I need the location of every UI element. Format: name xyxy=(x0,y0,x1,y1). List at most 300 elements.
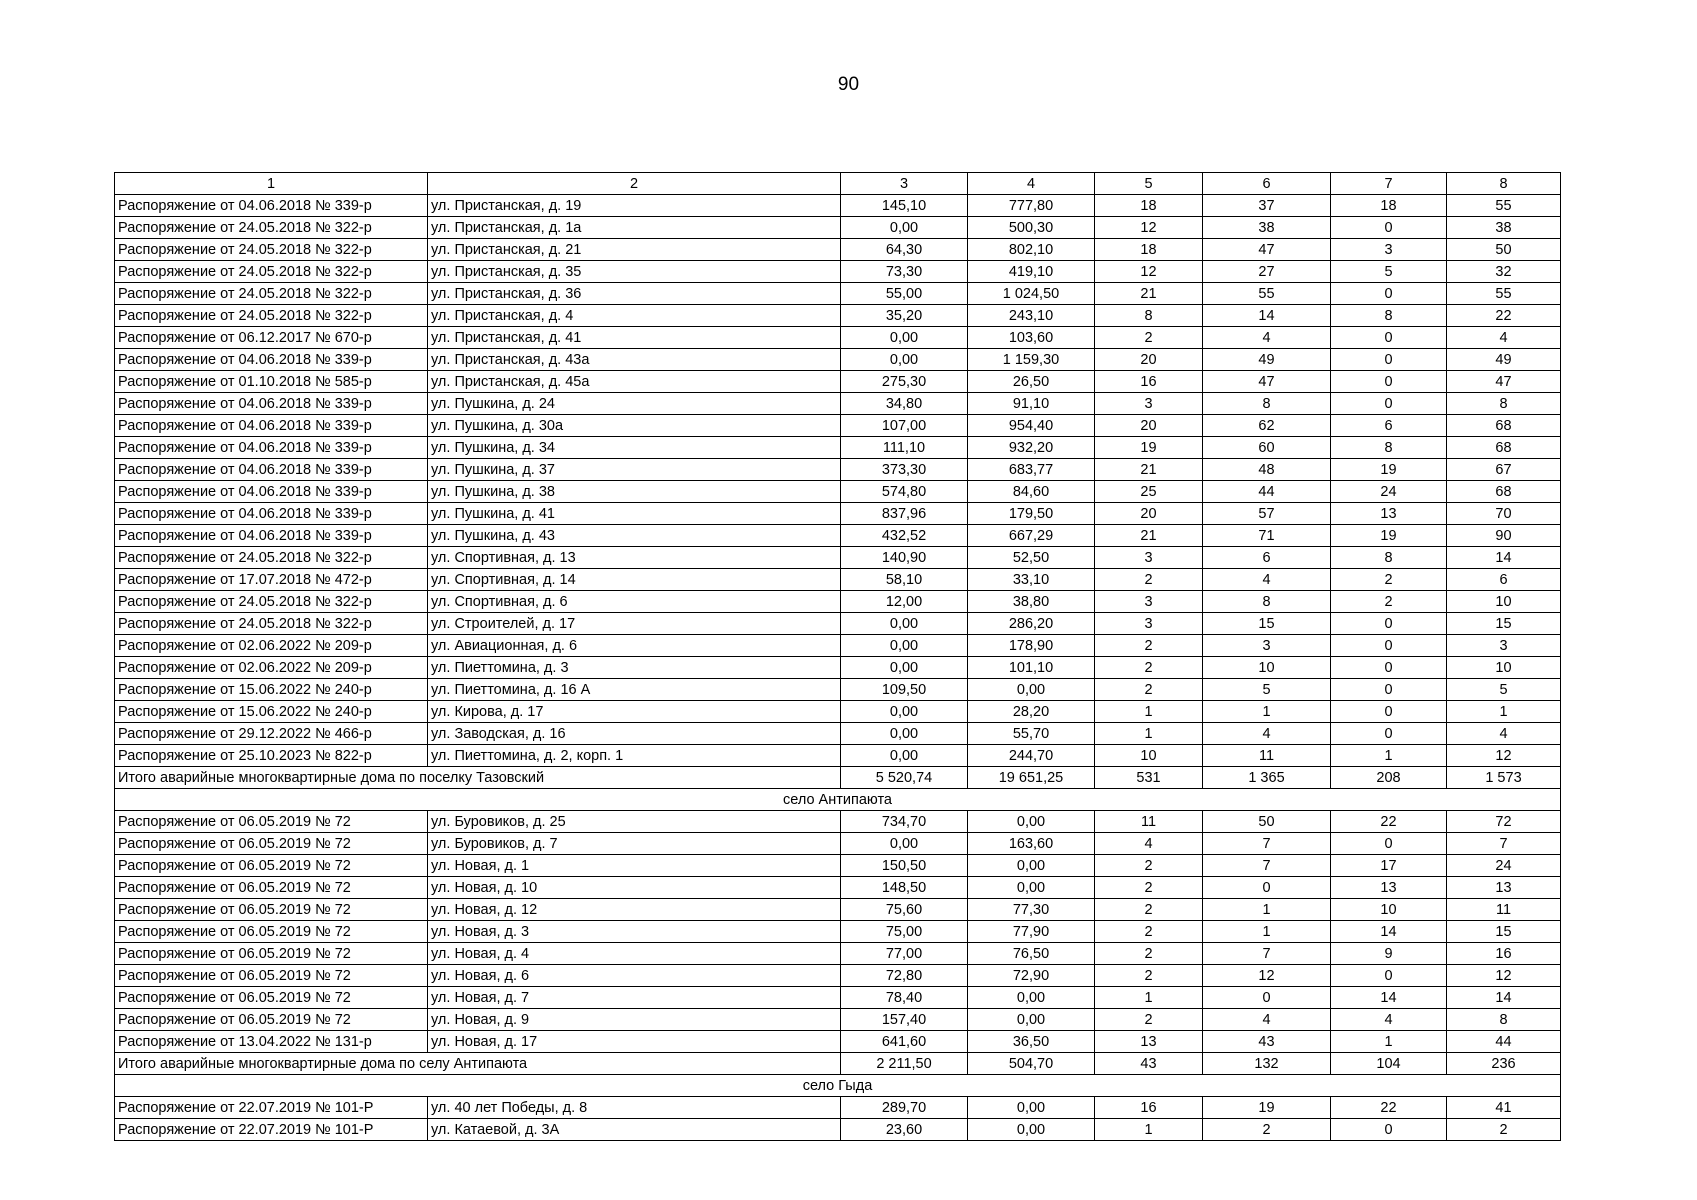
table-row xyxy=(115,1031,1561,1053)
value-cell: 0,00 xyxy=(841,723,968,745)
value-cell: 163,60 xyxy=(968,833,1095,855)
column-header: 3 xyxy=(841,173,968,195)
value-cell: 0,00 xyxy=(968,1009,1095,1031)
address-cell: ул. Новая, д. 7 xyxy=(428,987,841,1009)
address-cell: ул. Пристанская, д. 1а xyxy=(428,217,841,239)
order-cell: Распоряжение от 24.05.2018 № 322-р xyxy=(115,283,428,305)
total-value-cell: 236 xyxy=(1447,1053,1561,1075)
value-cell: 2 xyxy=(1095,877,1203,899)
address-cell: ул. Новая, д. 4 xyxy=(428,943,841,965)
total-value-cell: 2 211,50 xyxy=(841,1053,968,1075)
value-cell: 14 xyxy=(1331,987,1447,1009)
value-cell: 3 xyxy=(1203,635,1331,657)
address-cell: ул. Пушкина, д. 41 xyxy=(428,503,841,525)
table-row xyxy=(115,613,1561,635)
value-cell: 2 xyxy=(1331,569,1447,591)
value-cell: 2 xyxy=(1095,679,1203,701)
value-cell: 1 xyxy=(1095,987,1203,1009)
table-row xyxy=(115,525,1561,547)
value-cell: 77,30 xyxy=(968,899,1095,921)
value-cell: 68 xyxy=(1447,481,1561,503)
value-cell: 4 xyxy=(1447,327,1561,349)
value-cell: 2 xyxy=(1095,569,1203,591)
value-cell: 55,00 xyxy=(841,283,968,305)
address-cell: ул. Кирова, д. 17 xyxy=(428,701,841,723)
value-cell: 12 xyxy=(1447,965,1561,987)
order-cell: Распоряжение от 04.06.2018 № 339-р xyxy=(115,349,428,371)
value-cell: 243,10 xyxy=(968,305,1095,327)
housing-table xyxy=(114,172,1561,1141)
table-row xyxy=(115,305,1561,327)
total-value-cell: 504,70 xyxy=(968,1053,1095,1075)
address-cell: ул. Пристанская, д. 36 xyxy=(428,283,841,305)
value-cell: 2 xyxy=(1095,1009,1203,1031)
address-cell: ул. Спортивная, д. 13 xyxy=(428,547,841,569)
value-cell: 41 xyxy=(1447,1097,1561,1119)
value-cell: 109,50 xyxy=(841,679,968,701)
address-cell: ул. Пиеттомина, д. 16 А xyxy=(428,679,841,701)
value-cell: 157,40 xyxy=(841,1009,968,1031)
value-cell: 5 xyxy=(1447,679,1561,701)
value-cell: 6 xyxy=(1203,547,1331,569)
total-value-cell: 1 573 xyxy=(1447,767,1561,789)
value-cell: 43 xyxy=(1203,1031,1331,1053)
value-cell: 77,00 xyxy=(841,943,968,965)
value-cell: 0 xyxy=(1331,635,1447,657)
value-cell: 0 xyxy=(1331,283,1447,305)
value-cell: 75,00 xyxy=(841,921,968,943)
table-row xyxy=(115,811,1561,833)
value-cell: 0 xyxy=(1331,613,1447,635)
value-cell: 19 xyxy=(1331,459,1447,481)
value-cell: 49 xyxy=(1203,349,1331,371)
value-cell: 10 xyxy=(1095,745,1203,767)
address-cell: ул. Пушкина, д. 37 xyxy=(428,459,841,481)
table-row xyxy=(115,415,1561,437)
table-row xyxy=(115,503,1561,525)
value-cell: 0 xyxy=(1331,679,1447,701)
section-row xyxy=(115,1075,1561,1097)
address-cell: ул. Пиеттомина, д. 2, корп. 1 xyxy=(428,745,841,767)
value-cell: 2 xyxy=(1095,635,1203,657)
value-cell: 16 xyxy=(1447,943,1561,965)
total-value-cell: 104 xyxy=(1331,1053,1447,1075)
value-cell: 107,00 xyxy=(841,415,968,437)
total-value-cell: 19 651,25 xyxy=(968,767,1095,789)
value-cell: 14 xyxy=(1447,547,1561,569)
order-cell: Распоряжение от 06.05.2019 № 72 xyxy=(115,855,428,877)
value-cell: 12 xyxy=(1095,217,1203,239)
value-cell: 13 xyxy=(1331,877,1447,899)
address-cell: ул. 40 лет Победы, д. 8 xyxy=(428,1097,841,1119)
value-cell: 32 xyxy=(1447,261,1561,283)
address-cell: ул. Новая, д. 17 xyxy=(428,1031,841,1053)
value-cell: 47 xyxy=(1203,239,1331,261)
value-cell: 27 xyxy=(1203,261,1331,283)
value-cell: 7 xyxy=(1447,833,1561,855)
order-cell: Распоряжение от 06.05.2019 № 72 xyxy=(115,877,428,899)
order-cell: Распоряжение от 24.05.2018 № 322-р xyxy=(115,613,428,635)
section-row xyxy=(115,789,1561,811)
value-cell: 0 xyxy=(1331,701,1447,723)
order-cell: Распоряжение от 06.05.2019 № 72 xyxy=(115,899,428,921)
value-cell: 15 xyxy=(1203,613,1331,635)
value-cell: 68 xyxy=(1447,437,1561,459)
value-cell: 150,50 xyxy=(841,855,968,877)
value-cell: 91,10 xyxy=(968,393,1095,415)
order-cell: Распоряжение от 04.06.2018 № 339-р xyxy=(115,503,428,525)
value-cell: 38 xyxy=(1203,217,1331,239)
value-cell: 22 xyxy=(1331,1097,1447,1119)
column-header: 5 xyxy=(1095,173,1203,195)
value-cell: 1 024,50 xyxy=(968,283,1095,305)
value-cell: 37 xyxy=(1203,195,1331,217)
value-cell: 8 xyxy=(1095,305,1203,327)
value-cell: 179,50 xyxy=(968,503,1095,525)
table-row xyxy=(115,217,1561,239)
value-cell: 0 xyxy=(1331,327,1447,349)
value-cell: 837,96 xyxy=(841,503,968,525)
table-row xyxy=(115,283,1561,305)
order-cell: Распоряжение от 29.12.2022 № 466-р xyxy=(115,723,428,745)
value-cell: 2 xyxy=(1095,965,1203,987)
address-cell: ул. Пристанская, д. 41 xyxy=(428,327,841,349)
value-cell: 373,30 xyxy=(841,459,968,481)
column-header: 1 xyxy=(115,173,428,195)
address-cell: ул. Буровиков, д. 7 xyxy=(428,833,841,855)
value-cell: 4 xyxy=(1447,723,1561,745)
value-cell: 14 xyxy=(1447,987,1561,1009)
value-cell: 10 xyxy=(1203,657,1331,679)
value-cell: 52,50 xyxy=(968,547,1095,569)
value-cell: 0,00 xyxy=(968,1097,1095,1119)
value-cell: 2 xyxy=(1331,591,1447,613)
value-cell: 500,30 xyxy=(968,217,1095,239)
table-row xyxy=(115,833,1561,855)
table-row xyxy=(115,1097,1561,1119)
address-cell: ул. Авиационная, д. 6 xyxy=(428,635,841,657)
value-cell: 0,00 xyxy=(841,657,968,679)
table-row xyxy=(115,723,1561,745)
value-cell: 19 xyxy=(1095,437,1203,459)
value-cell: 49 xyxy=(1447,349,1561,371)
total-label: Итого аварийные многоквартирные дома по селу Антипаюта xyxy=(115,1053,841,1075)
value-cell: 6 xyxy=(1447,569,1561,591)
address-cell: ул. Новая, д. 10 xyxy=(428,877,841,899)
column-header: 2 xyxy=(428,173,841,195)
value-cell: 178,90 xyxy=(968,635,1095,657)
order-cell: Распоряжение от 04.06.2018 № 339-р xyxy=(115,393,428,415)
value-cell: 1 xyxy=(1095,1119,1203,1141)
value-cell: 76,50 xyxy=(968,943,1095,965)
value-cell: 0 xyxy=(1331,1119,1447,1141)
value-cell: 18 xyxy=(1095,239,1203,261)
value-cell: 62 xyxy=(1203,415,1331,437)
value-cell: 72 xyxy=(1447,811,1561,833)
order-cell: Распоряжение от 25.10.2023 № 822-р xyxy=(115,745,428,767)
value-cell: 55 xyxy=(1447,283,1561,305)
table-row xyxy=(115,855,1561,877)
value-cell: 72,90 xyxy=(968,965,1095,987)
table-row xyxy=(115,1119,1561,1141)
value-cell: 70 xyxy=(1447,503,1561,525)
value-cell: 19 xyxy=(1203,1097,1331,1119)
value-cell: 50 xyxy=(1447,239,1561,261)
address-cell: ул. Пушкина, д. 34 xyxy=(428,437,841,459)
value-cell: 0 xyxy=(1331,371,1447,393)
order-cell: Распоряжение от 24.05.2018 № 322-р xyxy=(115,305,428,327)
address-cell: ул. Новая, д. 3 xyxy=(428,921,841,943)
value-cell: 0,00 xyxy=(841,833,968,855)
order-cell: Распоряжение от 15.06.2022 № 240-р xyxy=(115,679,428,701)
value-cell: 0 xyxy=(1331,393,1447,415)
value-cell: 5 xyxy=(1203,679,1331,701)
total-value-cell: 1 365 xyxy=(1203,767,1331,789)
value-cell: 2 xyxy=(1095,921,1203,943)
value-cell: 24 xyxy=(1331,481,1447,503)
order-cell: Распоряжение от 24.05.2018 № 322-р xyxy=(115,261,428,283)
value-cell: 1 xyxy=(1203,899,1331,921)
address-cell: ул. Заводская, д. 16 xyxy=(428,723,841,745)
value-cell: 7 xyxy=(1203,833,1331,855)
table-row xyxy=(115,261,1561,283)
value-cell: 55,70 xyxy=(968,723,1095,745)
order-cell: Распоряжение от 04.06.2018 № 339-р xyxy=(115,459,428,481)
value-cell: 148,50 xyxy=(841,877,968,899)
table-row xyxy=(115,327,1561,349)
value-cell: 0,00 xyxy=(968,877,1095,899)
value-cell: 0 xyxy=(1203,987,1331,1009)
table-row xyxy=(115,481,1561,503)
value-cell: 1 xyxy=(1331,1031,1447,1053)
table-row xyxy=(115,877,1561,899)
address-cell: ул. Катаевой, д. 3А xyxy=(428,1119,841,1141)
value-cell: 16 xyxy=(1095,371,1203,393)
table-row xyxy=(115,239,1561,261)
order-cell: Распоряжение от 06.05.2019 № 72 xyxy=(115,921,428,943)
value-cell: 641,60 xyxy=(841,1031,968,1053)
table-row xyxy=(115,679,1561,701)
value-cell: 0,00 xyxy=(968,679,1095,701)
value-cell: 11 xyxy=(1447,899,1561,921)
total-value-cell: 531 xyxy=(1095,767,1203,789)
value-cell: 4 xyxy=(1203,569,1331,591)
value-cell: 2 xyxy=(1095,855,1203,877)
table-row xyxy=(115,745,1561,767)
total-label: Итого аварийные многоквартирные дома по поселку Тазовский xyxy=(115,767,841,789)
value-cell: 34,80 xyxy=(841,393,968,415)
value-cell: 8 xyxy=(1331,547,1447,569)
value-cell: 1 xyxy=(1203,921,1331,943)
value-cell: 12 xyxy=(1447,745,1561,767)
address-cell: ул. Пиеттомина, д. 3 xyxy=(428,657,841,679)
value-cell: 3 xyxy=(1095,613,1203,635)
value-cell: 11 xyxy=(1203,745,1331,767)
value-cell: 0,00 xyxy=(968,987,1095,1009)
order-cell: Распоряжение от 17.07.2018 № 472-р xyxy=(115,569,428,591)
value-cell: 3 xyxy=(1095,393,1203,415)
value-cell: 4 xyxy=(1331,1009,1447,1031)
table-row xyxy=(115,635,1561,657)
order-cell: Распоряжение от 06.05.2019 № 72 xyxy=(115,943,428,965)
address-cell: ул. Новая, д. 12 xyxy=(428,899,841,921)
address-cell: ул. Новая, д. 6 xyxy=(428,965,841,987)
value-cell: 13 xyxy=(1095,1031,1203,1053)
value-cell: 50 xyxy=(1203,811,1331,833)
value-cell: 7 xyxy=(1203,943,1331,965)
order-cell: Распоряжение от 15.06.2022 № 240-р xyxy=(115,701,428,723)
address-cell: ул. Спортивная, д. 14 xyxy=(428,569,841,591)
value-cell: 55 xyxy=(1447,195,1561,217)
order-cell: Распоряжение от 06.05.2019 № 72 xyxy=(115,811,428,833)
address-cell: ул. Пристанская, д. 35 xyxy=(428,261,841,283)
value-cell: 0,00 xyxy=(841,701,968,723)
value-cell: 14 xyxy=(1203,305,1331,327)
value-cell: 19 xyxy=(1331,525,1447,547)
value-cell: 1 xyxy=(1095,701,1203,723)
value-cell: 683,77 xyxy=(968,459,1095,481)
order-cell: Распоряжение от 04.06.2018 № 339-р xyxy=(115,525,428,547)
value-cell: 18 xyxy=(1095,195,1203,217)
value-cell: 2 xyxy=(1095,327,1203,349)
value-cell: 802,10 xyxy=(968,239,1095,261)
value-cell: 244,70 xyxy=(968,745,1095,767)
value-cell: 14 xyxy=(1331,921,1447,943)
order-cell: Распоряжение от 04.06.2018 № 339-р xyxy=(115,481,428,503)
value-cell: 286,20 xyxy=(968,613,1095,635)
order-cell: Распоряжение от 24.05.2018 № 322-р xyxy=(115,547,428,569)
order-cell: Распоряжение от 22.07.2019 № 101-Р xyxy=(115,1097,428,1119)
value-cell: 38,80 xyxy=(968,591,1095,613)
table-row xyxy=(115,591,1561,613)
value-cell: 140,90 xyxy=(841,547,968,569)
value-cell: 111,10 xyxy=(841,437,968,459)
value-cell: 20 xyxy=(1095,349,1203,371)
address-cell: ул. Спортивная, д. 6 xyxy=(428,591,841,613)
order-cell: Распоряжение от 04.06.2018 № 339-р xyxy=(115,437,428,459)
column-header-row xyxy=(115,173,1561,195)
value-cell: 0,00 xyxy=(841,217,968,239)
value-cell: 15 xyxy=(1447,613,1561,635)
value-cell: 22 xyxy=(1331,811,1447,833)
table-row xyxy=(115,1009,1561,1031)
address-cell: ул. Пристанская, д. 45а xyxy=(428,371,841,393)
value-cell: 4 xyxy=(1095,833,1203,855)
value-cell: 1 xyxy=(1447,701,1561,723)
value-cell: 4 xyxy=(1203,723,1331,745)
value-cell: 90 xyxy=(1447,525,1561,547)
value-cell: 44 xyxy=(1203,481,1331,503)
table-row xyxy=(115,987,1561,1009)
value-cell: 23,60 xyxy=(841,1119,968,1141)
value-cell: 24 xyxy=(1447,855,1561,877)
order-cell: Распоряжение от 24.05.2018 № 322-р xyxy=(115,217,428,239)
value-cell: 0,00 xyxy=(841,635,968,657)
total-row xyxy=(115,767,1561,789)
value-cell: 78,40 xyxy=(841,987,968,1009)
value-cell: 7 xyxy=(1203,855,1331,877)
column-header: 7 xyxy=(1331,173,1447,195)
value-cell: 2 xyxy=(1095,943,1203,965)
value-cell: 77,90 xyxy=(968,921,1095,943)
value-cell: 101,10 xyxy=(968,657,1095,679)
section-title: село Гыда xyxy=(115,1075,1561,1097)
table-row xyxy=(115,393,1561,415)
value-cell: 0,00 xyxy=(968,855,1095,877)
value-cell: 75,60 xyxy=(841,899,968,921)
table-row xyxy=(115,569,1561,591)
value-cell: 8 xyxy=(1447,393,1561,415)
address-cell: ул. Новая, д. 9 xyxy=(428,1009,841,1031)
total-value-cell: 5 520,74 xyxy=(841,767,968,789)
value-cell: 3 xyxy=(1331,239,1447,261)
value-cell: 47 xyxy=(1447,371,1561,393)
value-cell: 777,80 xyxy=(968,195,1095,217)
value-cell: 8 xyxy=(1203,591,1331,613)
value-cell: 57 xyxy=(1203,503,1331,525)
value-cell: 0,00 xyxy=(841,613,968,635)
value-cell: 145,10 xyxy=(841,195,968,217)
value-cell: 0,00 xyxy=(968,1119,1095,1141)
value-cell: 0 xyxy=(1331,657,1447,679)
value-cell: 12 xyxy=(1095,261,1203,283)
order-cell: Распоряжение от 24.05.2018 № 322-р xyxy=(115,591,428,613)
order-cell: Распоряжение от 06.05.2019 № 72 xyxy=(115,987,428,1009)
value-cell: 574,80 xyxy=(841,481,968,503)
order-cell: Распоряжение от 06.05.2019 № 72 xyxy=(115,1009,428,1031)
value-cell: 55 xyxy=(1203,283,1331,305)
value-cell: 0,00 xyxy=(841,349,968,371)
order-cell: Распоряжение от 22.07.2019 № 101-Р xyxy=(115,1119,428,1141)
value-cell: 0 xyxy=(1331,349,1447,371)
value-cell: 17 xyxy=(1331,855,1447,877)
value-cell: 12,00 xyxy=(841,591,968,613)
value-cell: 3 xyxy=(1095,591,1203,613)
column-header: 6 xyxy=(1203,173,1331,195)
address-cell: ул. Новая, д. 1 xyxy=(428,855,841,877)
value-cell: 35,20 xyxy=(841,305,968,327)
value-cell: 5 xyxy=(1331,261,1447,283)
value-cell: 60 xyxy=(1203,437,1331,459)
value-cell: 6 xyxy=(1331,415,1447,437)
column-header: 8 xyxy=(1447,173,1561,195)
value-cell: 419,10 xyxy=(968,261,1095,283)
value-cell: 13 xyxy=(1331,503,1447,525)
value-cell: 10 xyxy=(1331,899,1447,921)
total-value-cell: 208 xyxy=(1331,767,1447,789)
value-cell: 16 xyxy=(1095,1097,1203,1119)
value-cell: 0 xyxy=(1203,877,1331,899)
value-cell: 103,60 xyxy=(968,327,1095,349)
total-value-cell: 43 xyxy=(1095,1053,1203,1075)
value-cell: 432,52 xyxy=(841,525,968,547)
value-cell: 2 xyxy=(1203,1119,1331,1141)
value-cell: 18 xyxy=(1331,195,1447,217)
order-cell: Распоряжение от 13.04.2022 № 131-р xyxy=(115,1031,428,1053)
address-cell: ул. Пристанская, д. 43а xyxy=(428,349,841,371)
value-cell: 12 xyxy=(1203,965,1331,987)
order-cell: Распоряжение от 06.12.2017 № 670-р xyxy=(115,327,428,349)
value-cell: 3 xyxy=(1095,547,1203,569)
value-cell: 58,10 xyxy=(841,569,968,591)
value-cell: 954,40 xyxy=(968,415,1095,437)
value-cell: 2 xyxy=(1447,1119,1561,1141)
column-header: 4 xyxy=(968,173,1095,195)
value-cell: 71 xyxy=(1203,525,1331,547)
address-cell: ул. Пушкина, д. 24 xyxy=(428,393,841,415)
order-cell: Распоряжение от 06.05.2019 № 72 xyxy=(115,965,428,987)
value-cell: 667,29 xyxy=(968,525,1095,547)
